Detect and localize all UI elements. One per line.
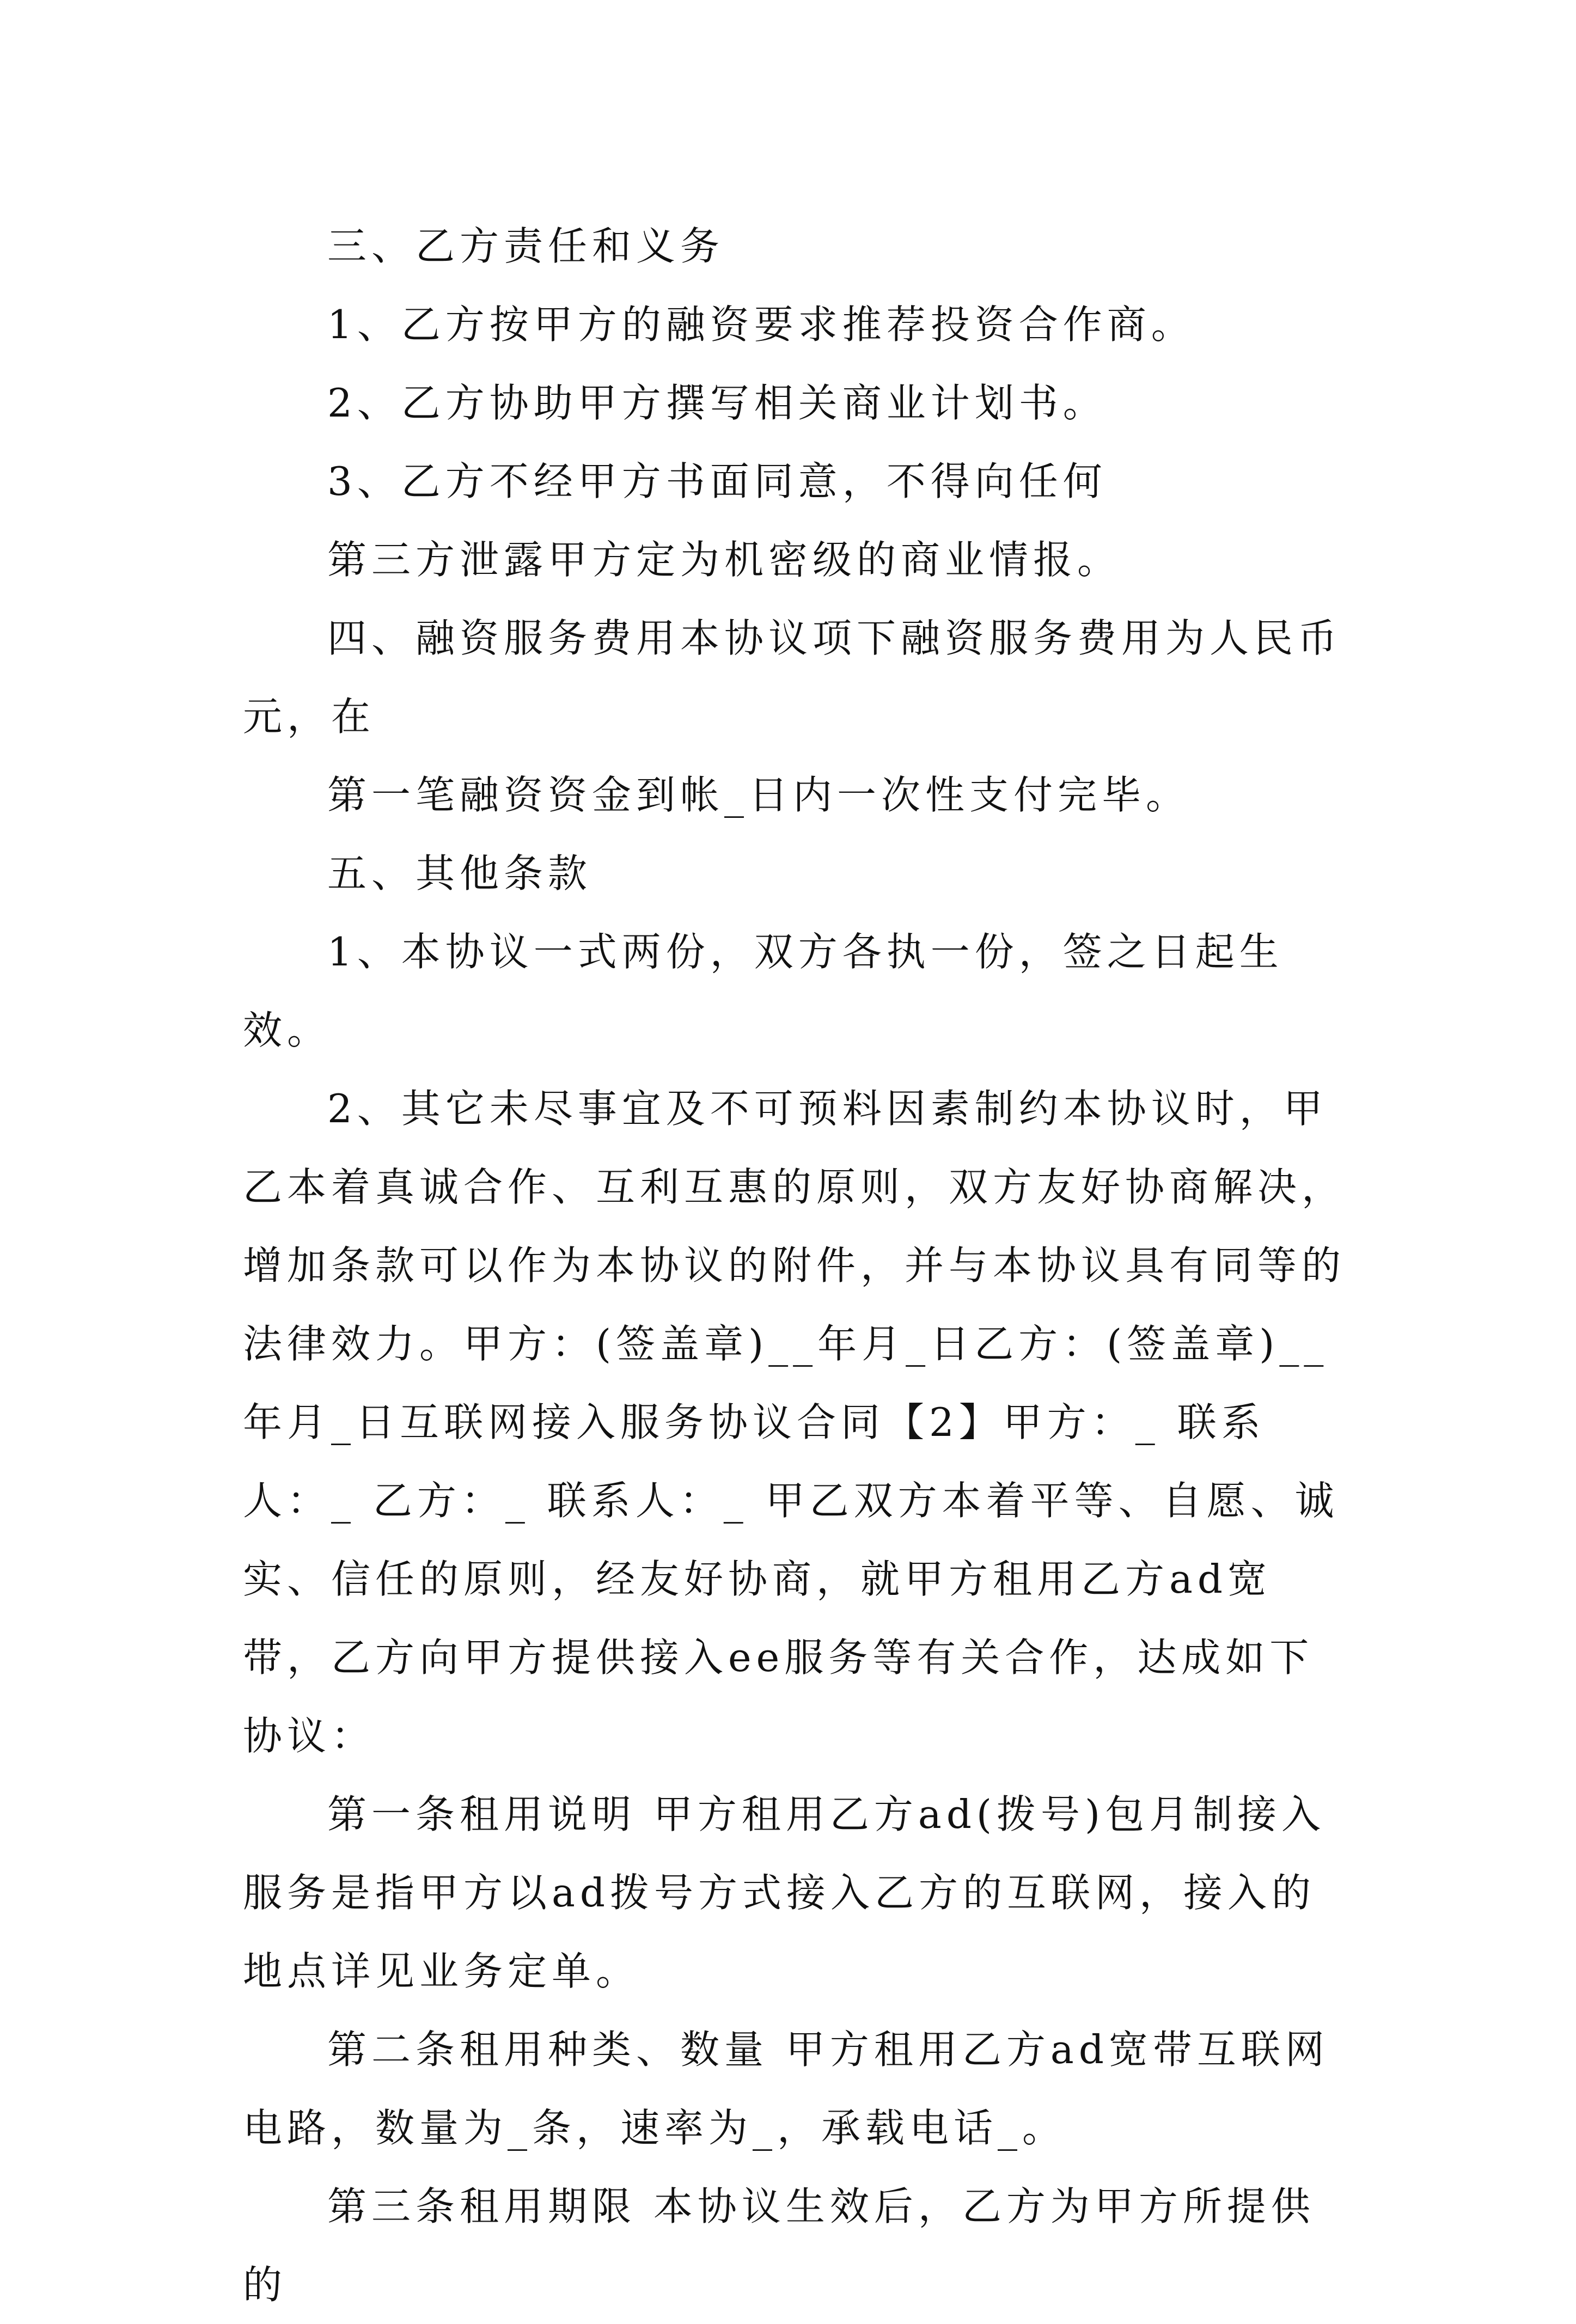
paragraph-3-1: 1、乙方按甲方的融资要求推荐投资合作商。 [327, 302, 1195, 347]
article-3: 第三条租用期限 本协议生效后，乙方为甲方所提供的 [243, 2184, 1315, 2308]
paragraph-4-payment: 第一笔融资资金到帐_日内一次性支付完毕。 [327, 772, 1190, 818]
article-2: 第二条租用种类、数量 甲方租用乙方ad宽带互联网电路，数量为_条，速率为_，承载电话_。 [243, 2027, 1329, 2151]
document-body [243, 207, 1348, 2324]
section-heading-4: 四、融资服务费用本协议项下融资服务费用为人民币元，在 [243, 615, 1342, 739]
paragraph-3-2: 2、乙方协助甲方撰写相关商业计划书。 [327, 380, 1107, 426]
paragraph-5-2: 2、其它未尽事宜及不可预料因素制约本协议时，甲乙本着真诚合作、互利互惠的原则，双方友好协商解决，增加条款可以作为本协议的附件，并与本协议具有同等的法律效力。甲方：(签盖章)__年月_日乙方：(签盖章)__年月_日互联网接入服务协议合同【2】甲方：_ 联系人：_ 乙方：_ 联系人：_ 甲乙双方本着平等、自愿、诚实、信任的原则，经友好协商，就甲方租用乙方ad宽带，乙方向甲方提供接入ee服务等有关合作，达成如下协议： [243, 1086, 1346, 1759]
paragraph-5-1: 1、本协议一式两份，双方各执一份，签之日起生效。 [243, 929, 1284, 1053]
article-1: 第一条租用说明 甲方租用乙方ad(拨号)包月制接入服务是指甲方以ad拨号方式接入乙方的互联网，接入的地点详见业务定单。 [243, 1791, 1326, 1994]
section-heading-5: 五、其他条款 [327, 851, 592, 896]
paragraph-3-3: 3、乙方不经甲方书面同意，不得向任何 [327, 458, 1107, 504]
section-heading-3: 三、乙方责任和义务 [327, 223, 725, 269]
paragraph-3-3-cont: 第三方泄露甲方定为机密级的商业情报。 [327, 537, 1122, 583]
